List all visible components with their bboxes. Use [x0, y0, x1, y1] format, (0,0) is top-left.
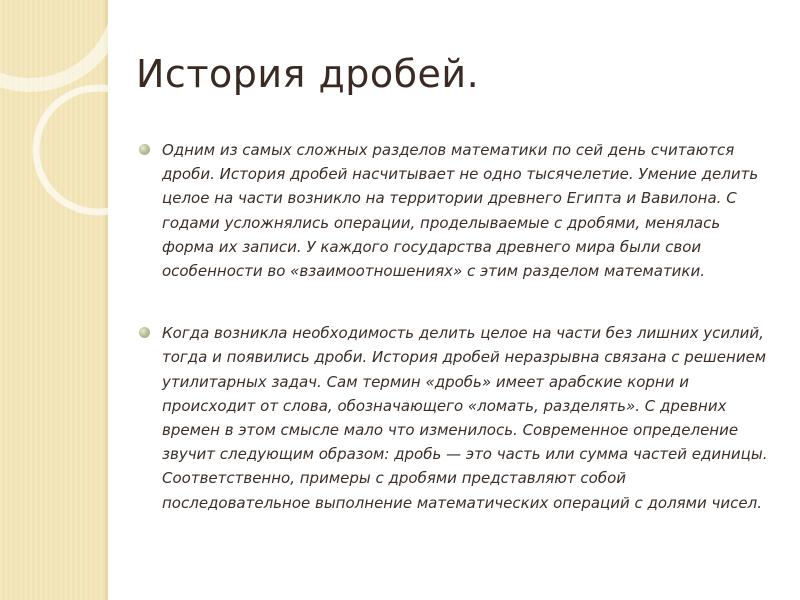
bullet-text: Когда возникла необходимость делить целое на части без лишних усилий, тогда и появились дроби. История дробей неразрывна связана с решением утилитарных задач. Сам термин «дробь» имеет арабские корни и происходит от слова, обозначающего «ломать, разделять». С древних времен в этом смысле мало что изменилось. Современное определение звучит следующим образом: дробь — это часть или сумма частей единицы. Соответственно, примеры с дробями представляют собой последовательное выполнение математических операций с долями чисел.: [162, 324, 768, 512]
bullet-item: [136, 321, 776, 515]
slide-title: История дробей.: [136, 52, 480, 96]
decorative-ring-large: [0, 0, 120, 85]
bullet-text: Одним из самых сложных разделов математики по сей день считаются дроби. История дробей насчитывает не одно тысячелетие. Умение делить целое на части возникло на территории древнего Египта и Вавилона. С годами усложнялись операции, проделываемые с дробями, менялась форма их записи. У каждого государства древнего мира были свои особенности во «взаимоотношениях» с этим разделом математики.: [162, 141, 759, 281]
slide-content: [136, 138, 776, 515]
bullet-item: [136, 138, 776, 283]
bullet-icon: [139, 144, 150, 155]
bullet-icon: [139, 327, 150, 338]
